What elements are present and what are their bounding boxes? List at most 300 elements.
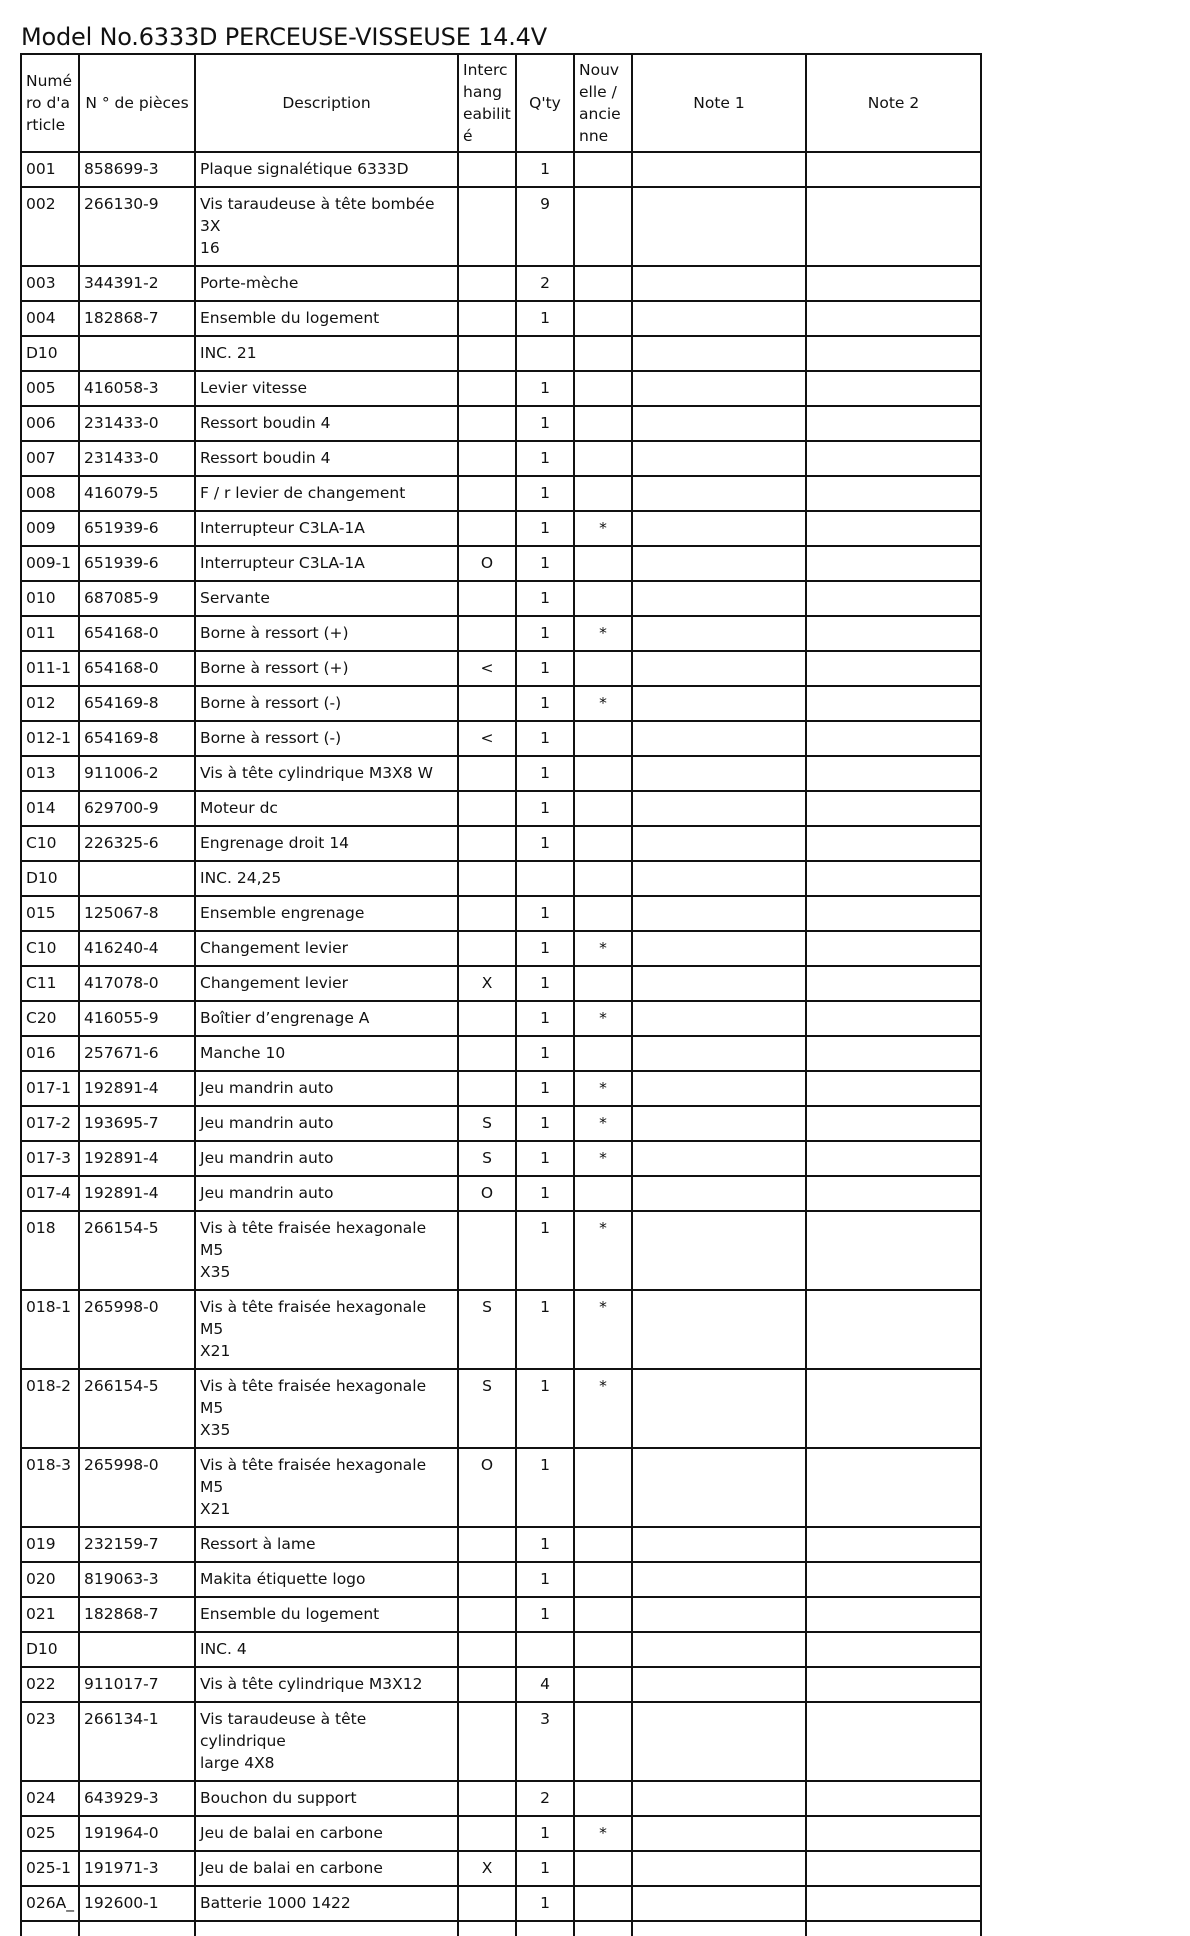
- note-2-cell: [806, 1036, 981, 1071]
- note-2-cell: [806, 1597, 981, 1632]
- new-old-text: [575, 757, 631, 768]
- interchangeability-text: [459, 407, 515, 418]
- new-old-text: [575, 897, 631, 908]
- note-1-cell: [632, 187, 806, 266]
- item-number-cell: [21, 1816, 79, 1851]
- item-number-cell: [21, 1562, 79, 1597]
- interchangeability-text: [459, 862, 515, 873]
- part-number-text: 226325-6: [84, 834, 159, 852]
- new-old-text: *: [599, 1114, 607, 1132]
- quantity-cell: [516, 791, 574, 826]
- quantity-text: 1: [540, 1894, 550, 1912]
- new-old-text: *: [599, 624, 607, 642]
- new-old-cell: [574, 406, 632, 441]
- new-old-text: [575, 1037, 631, 1048]
- item-number-cell: [21, 651, 79, 686]
- item-number-cell: [21, 371, 79, 406]
- quantity-text: [517, 337, 573, 348]
- interchangeability-cell: [458, 1141, 516, 1176]
- part-number-cell: [79, 616, 195, 651]
- part-number-cell: [79, 686, 195, 721]
- interchangeability-cell: [458, 301, 516, 336]
- part-number-cell: [79, 721, 195, 756]
- new-old-text: [575, 477, 631, 488]
- interchangeability-text: [459, 1703, 515, 1714]
- note-2-cell: [806, 966, 981, 1001]
- part-number-text: 265998-0: [84, 1298, 159, 1316]
- note-2-cell: [806, 1667, 981, 1702]
- interchangeability-cell: [458, 826, 516, 861]
- description-text: Porte-mèche: [200, 274, 299, 292]
- item-number-cell: [21, 301, 79, 336]
- header-note-1: Note 1: [632, 54, 806, 152]
- note-1-cell: [632, 1141, 806, 1176]
- note-1-cell: [632, 651, 806, 686]
- item-number-cell: [21, 686, 79, 721]
- partial-cell: [574, 1921, 632, 1936]
- part-number-cell: [79, 1106, 195, 1141]
- description-text: Ensemble du logement: [200, 309, 380, 327]
- quantity-cell: [516, 1106, 574, 1141]
- part-number-text: 232159-7: [84, 1535, 159, 1553]
- item-number-cell: [21, 581, 79, 616]
- item-number-text: 001: [26, 160, 56, 178]
- interchangeability-cell: [458, 1071, 516, 1106]
- description-text: Changement levier: [200, 939, 349, 957]
- part-number-text: 651939-6: [84, 554, 159, 572]
- part-number-text: 654168-0: [84, 624, 159, 642]
- partial-cell: [195, 1921, 458, 1936]
- note-2-cell: [806, 581, 981, 616]
- item-number-text: 008: [26, 484, 56, 502]
- description-cell: [195, 896, 458, 931]
- part-number-text: 265998-0: [84, 1456, 159, 1474]
- part-number-text: 191971-3: [84, 1859, 159, 1877]
- description-text: Ressort boudin 4: [200, 449, 331, 467]
- quantity-text: 4: [540, 1675, 550, 1693]
- description-cell: [195, 1851, 458, 1886]
- item-number-cell: [21, 1036, 79, 1071]
- header-interchangeability: Interc hang eabilit é: [458, 54, 516, 152]
- table-row: [21, 1886, 981, 1921]
- quantity-cell: [516, 1369, 574, 1448]
- description-text: Jeu de balai en carbone: [200, 1824, 383, 1842]
- item-number-cell: [21, 406, 79, 441]
- quantity-text: 1: [540, 1149, 550, 1167]
- description-text: Changement levier: [200, 974, 349, 992]
- item-number-text: 009: [26, 519, 56, 537]
- description-cell: [195, 301, 458, 336]
- new-old-cell: [574, 266, 632, 301]
- interchangeability-cell: [458, 546, 516, 581]
- interchangeability-text: S: [482, 1114, 492, 1132]
- part-number-cell: [79, 1886, 195, 1921]
- description-cell: [195, 511, 458, 546]
- part-number-text: 416079-5: [84, 484, 159, 502]
- quantity-text: 1: [540, 1219, 550, 1237]
- item-number-cell: [21, 861, 79, 896]
- part-number-text: 266154-5: [84, 1219, 159, 1237]
- quantity-text: 1: [540, 694, 550, 712]
- parts-table-container: [20, 53, 980, 1912]
- new-old-text: *: [599, 519, 607, 537]
- interchangeability-text: [459, 1598, 515, 1609]
- description-cell: [195, 721, 458, 756]
- new-old-text: [575, 267, 631, 278]
- interchangeability-text: [459, 1887, 515, 1898]
- quantity-cell: [516, 721, 574, 756]
- note-1-cell: [632, 1448, 806, 1527]
- new-old-cell: [574, 301, 632, 336]
- header-part-number: N ° de pièces: [79, 54, 195, 152]
- part-number-text: 193695-7: [84, 1114, 159, 1132]
- part-number-text: 643929-3: [84, 1789, 159, 1807]
- new-old-text: *: [599, 1219, 607, 1237]
- quantity-text: 1: [540, 379, 550, 397]
- quantity-text: 1: [540, 160, 550, 178]
- note-2-cell: [806, 1369, 981, 1448]
- interchangeability-text: [459, 1563, 515, 1574]
- table-row: [21, 1702, 981, 1781]
- part-number-text: 182868-7: [84, 1605, 159, 1623]
- new-old-cell: [574, 791, 632, 826]
- interchangeability-cell: [458, 791, 516, 826]
- item-number-text: 017-1: [26, 1079, 72, 1097]
- table-row: [21, 686, 981, 721]
- note-2-cell: [806, 266, 981, 301]
- part-number-cell: [79, 336, 195, 371]
- interchangeability-text: [459, 267, 515, 278]
- description-cell: [195, 1211, 458, 1290]
- quantity-cell: [516, 1816, 574, 1851]
- item-number-cell: [21, 756, 79, 791]
- description-cell: [195, 546, 458, 581]
- header-quantity: Q'ty: [516, 54, 574, 152]
- new-old-cell: [574, 1036, 632, 1071]
- interchangeability-text: [459, 617, 515, 628]
- note-1-cell: [632, 1036, 806, 1071]
- interchangeability-text: [459, 337, 515, 348]
- partial-cell: [516, 1921, 574, 1936]
- description-cell: [195, 791, 458, 826]
- quantity-cell: [516, 651, 574, 686]
- part-number-text: 231433-0: [84, 449, 159, 467]
- quantity-text: 2: [540, 1789, 550, 1807]
- interchangeability-cell: [458, 581, 516, 616]
- description-cell: [195, 371, 458, 406]
- quantity-cell: [516, 1001, 574, 1036]
- item-number-text: 007: [26, 449, 56, 467]
- note-1-cell: [632, 1001, 806, 1036]
- quantity-text: 1: [540, 1298, 550, 1316]
- new-old-text: [575, 652, 631, 663]
- description-text: Jeu mandrin auto: [200, 1079, 334, 1097]
- interchangeability-cell: [458, 1851, 516, 1886]
- description-text: Levier vitesse: [200, 379, 307, 397]
- table-row: [21, 1369, 981, 1448]
- description-text: Makita étiquette logo: [200, 1570, 366, 1588]
- quantity-cell: [516, 1597, 574, 1632]
- item-number-text: 018: [26, 1219, 56, 1237]
- part-number-text: 654168-0: [84, 659, 159, 677]
- interchangeability-cell: [458, 336, 516, 371]
- description-cell: [195, 931, 458, 966]
- table-row: [21, 1781, 981, 1816]
- note-2-cell: [806, 1211, 981, 1290]
- new-old-text: [575, 407, 631, 418]
- interchangeability-cell: [458, 1667, 516, 1702]
- part-number-cell: [79, 511, 195, 546]
- item-number-text: 012: [26, 694, 56, 712]
- new-old-cell: [574, 1369, 632, 1448]
- quantity-cell: [516, 1667, 574, 1702]
- description-cell: [195, 152, 458, 187]
- new-old-text: *: [599, 1009, 607, 1027]
- part-number-cell: [79, 1851, 195, 1886]
- part-number-cell: [79, 826, 195, 861]
- interchangeability-text: [459, 302, 515, 313]
- item-number-text: 003: [26, 274, 56, 292]
- new-old-text: *: [599, 1377, 607, 1395]
- new-old-cell: [574, 187, 632, 266]
- part-number-text: 416055-9: [84, 1009, 159, 1027]
- part-number-cell: [79, 1667, 195, 1702]
- quantity-text: 1: [540, 764, 550, 782]
- note-1-cell: [632, 616, 806, 651]
- item-number-cell: [21, 791, 79, 826]
- description-cell: [195, 1886, 458, 1921]
- item-number-cell: [21, 721, 79, 756]
- description-text: Jeu mandrin auto: [200, 1114, 334, 1132]
- partial-cell: [21, 1921, 79, 1936]
- description-text: Moteur dc: [200, 799, 278, 817]
- part-number-text: 266154-5: [84, 1377, 159, 1395]
- part-number-cell: [79, 1527, 195, 1562]
- new-old-cell: [574, 616, 632, 651]
- quantity-cell: [516, 511, 574, 546]
- quantity-cell: [516, 546, 574, 581]
- new-old-cell: [574, 1597, 632, 1632]
- new-old-cell: [574, 756, 632, 791]
- part-number-cell: [79, 441, 195, 476]
- item-number-text: 014: [26, 799, 56, 817]
- description-text: Engrenage droit 14: [200, 834, 350, 852]
- quantity-text: 2: [540, 274, 550, 292]
- table-row: [21, 1851, 981, 1886]
- description-cell: [195, 1001, 458, 1036]
- partial-cell: [632, 1921, 806, 1936]
- new-old-cell: [574, 721, 632, 756]
- note-2-cell: [806, 931, 981, 966]
- item-number-text: C10: [26, 834, 57, 852]
- part-number-text: [80, 337, 194, 348]
- new-old-text: [575, 1668, 631, 1679]
- interchangeability-text: [459, 477, 515, 488]
- interchangeability-cell: [458, 651, 516, 686]
- interchangeability-text: [459, 687, 515, 698]
- part-number-cell: [79, 791, 195, 826]
- interchangeability-text: [459, 1817, 515, 1828]
- item-number-cell: [21, 896, 79, 931]
- description-cell: [195, 1106, 458, 1141]
- note-1-cell: [632, 896, 806, 931]
- part-number-text: 231433-0: [84, 414, 159, 432]
- table-row: [21, 371, 981, 406]
- new-old-cell: [574, 1141, 632, 1176]
- new-old-cell: [574, 931, 632, 966]
- item-number-cell: [21, 336, 79, 371]
- quantity-text: 1: [540, 729, 550, 747]
- quantity-cell: [516, 896, 574, 931]
- item-number-text: 018-1: [26, 1298, 72, 1316]
- interchangeability-text: [459, 1002, 515, 1013]
- note-1-cell: [632, 1369, 806, 1448]
- table-header-row: [21, 54, 981, 152]
- new-old-cell: [574, 1851, 632, 1886]
- interchangeability-cell: [458, 1176, 516, 1211]
- table-row: [21, 616, 981, 651]
- part-number-text: 654169-8: [84, 729, 159, 747]
- note-2-cell: [806, 1106, 981, 1141]
- description-cell: [195, 826, 458, 861]
- note-1-cell: [632, 336, 806, 371]
- part-number-cell: [79, 1369, 195, 1448]
- description-cell: [195, 406, 458, 441]
- table-row: [21, 476, 981, 511]
- item-number-text: 017-4: [26, 1184, 72, 1202]
- new-old-cell: [574, 441, 632, 476]
- note-2-cell: [806, 791, 981, 826]
- new-old-text: [575, 967, 631, 978]
- description-cell: [195, 441, 458, 476]
- quantity-text: 1: [540, 449, 550, 467]
- note-2-cell: [806, 1001, 981, 1036]
- description-cell: [195, 1448, 458, 1527]
- item-number-cell: [21, 1290, 79, 1369]
- note-1-cell: [632, 476, 806, 511]
- new-old-cell: [574, 1071, 632, 1106]
- quantity-cell: [516, 1141, 574, 1176]
- quantity-text: 1: [540, 1114, 550, 1132]
- interchangeability-cell: [458, 1527, 516, 1562]
- quantity-text: [517, 1633, 573, 1644]
- quantity-cell: [516, 1448, 574, 1527]
- new-old-cell: [574, 1211, 632, 1290]
- item-number-cell: [21, 1141, 79, 1176]
- new-old-cell: [574, 1816, 632, 1851]
- item-number-text: C11: [26, 974, 57, 992]
- note-1-cell: [632, 406, 806, 441]
- quantity-cell: [516, 301, 574, 336]
- header-description: Description: [195, 54, 458, 152]
- note-2-cell: [806, 336, 981, 371]
- note-1-cell: [632, 546, 806, 581]
- description-text: Bouchon du support: [200, 1789, 357, 1807]
- interchangeability-cell: [458, 1816, 516, 1851]
- new-old-text: [575, 827, 631, 838]
- note-2-cell: [806, 1290, 981, 1369]
- note-2-cell: [806, 1141, 981, 1176]
- partial-cell: [806, 1921, 981, 1936]
- item-number-text: 020: [26, 1570, 56, 1588]
- description-text: Vis à tête fraisée hexagonale M5 X35: [200, 1377, 427, 1439]
- note-2-cell: [806, 1632, 981, 1667]
- item-number-cell: [21, 1211, 79, 1290]
- interchangeability-cell: [458, 476, 516, 511]
- parts-table: [20, 53, 982, 1936]
- note-1-cell: [632, 1632, 806, 1667]
- item-number-cell: [21, 511, 79, 546]
- interchangeability-cell: [458, 1886, 516, 1921]
- description-cell: [195, 686, 458, 721]
- interchangeability-text: [459, 372, 515, 383]
- description-text: Servante: [200, 589, 270, 607]
- quantity-cell: [516, 756, 574, 791]
- interchangeability-text: [459, 1212, 515, 1223]
- table-row: [21, 336, 981, 371]
- item-number-cell: [21, 546, 79, 581]
- quantity-text: 1: [540, 799, 550, 817]
- part-number-text: 651939-6: [84, 519, 159, 537]
- description-text: Vis à tête cylindrique M3X12: [200, 1675, 423, 1693]
- interchangeability-text: [459, 1668, 515, 1679]
- table-row: [21, 826, 981, 861]
- new-old-text: [575, 153, 631, 164]
- table-row: [21, 1448, 981, 1527]
- item-number-text: 006: [26, 414, 56, 432]
- description-text: Ressort boudin 4: [200, 414, 331, 432]
- part-number-cell: [79, 546, 195, 581]
- part-number-text: [80, 862, 194, 873]
- interchangeability-text: S: [482, 1377, 492, 1395]
- note-2-cell: [806, 301, 981, 336]
- interchangeability-text: [459, 188, 515, 199]
- description-cell: [195, 756, 458, 791]
- description-cell: [195, 1176, 458, 1211]
- quantity-cell: [516, 441, 574, 476]
- item-number-text: D10: [26, 1640, 58, 1658]
- new-old-cell: [574, 966, 632, 1001]
- new-old-text: [575, 792, 631, 803]
- note-1-cell: [632, 1816, 806, 1851]
- item-number-cell: [21, 476, 79, 511]
- quantity-cell: [516, 1071, 574, 1106]
- table-row: [21, 1036, 981, 1071]
- description-text: Ensemble engrenage: [200, 904, 365, 922]
- table-row: [21, 406, 981, 441]
- part-number-text: [80, 1633, 194, 1644]
- table-row: [21, 756, 981, 791]
- item-number-text: 025: [26, 1824, 56, 1842]
- table-row: [21, 966, 981, 1001]
- new-old-text: [575, 582, 631, 593]
- part-number-text: 911006-2: [84, 764, 159, 782]
- item-number-text: 012-1: [26, 729, 72, 747]
- part-number-cell: [79, 406, 195, 441]
- item-number-text: 026A_: [26, 1894, 74, 1912]
- item-number-text: 018-3: [26, 1456, 72, 1474]
- quantity-text: 1: [540, 414, 550, 432]
- description-cell: [195, 651, 458, 686]
- new-old-text: [575, 188, 631, 199]
- description-cell: [195, 336, 458, 371]
- interchangeability-cell: [458, 931, 516, 966]
- new-old-cell: [574, 1106, 632, 1141]
- interchangeability-cell: [458, 616, 516, 651]
- new-old-cell: [574, 1176, 632, 1211]
- interchangeability-text: O: [480, 1184, 494, 1202]
- partial-cell: [458, 1921, 516, 1936]
